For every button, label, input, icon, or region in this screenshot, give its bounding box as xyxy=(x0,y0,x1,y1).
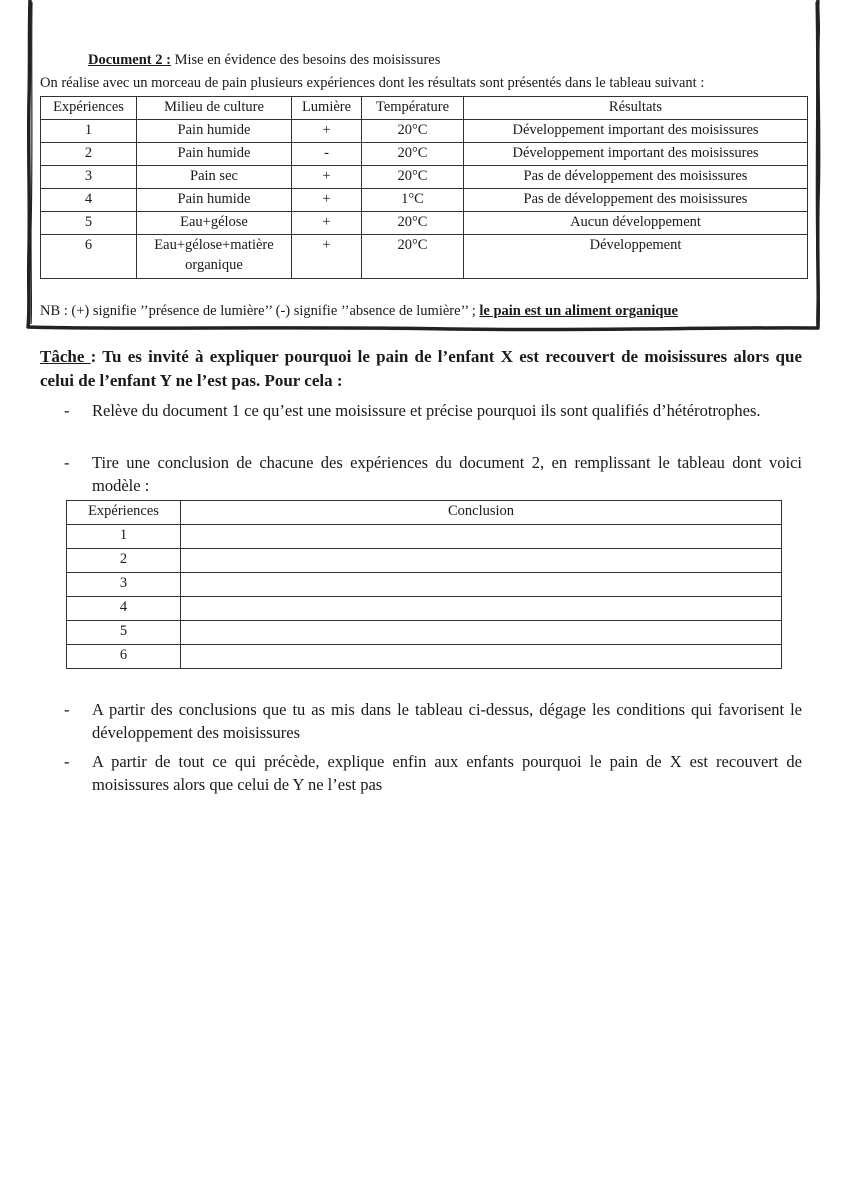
table-cell: 5 xyxy=(67,621,181,645)
table-header-row xyxy=(67,501,782,525)
conclusion-cell xyxy=(181,525,782,549)
conclusion-table xyxy=(66,500,782,669)
table-cell: 20°C xyxy=(362,166,464,189)
table-cell: 3 xyxy=(41,166,137,189)
table-cell: 1°C xyxy=(362,189,464,212)
table-row xyxy=(67,621,782,645)
table-row xyxy=(67,645,782,669)
table-cell: Pas de développement des moisissures xyxy=(464,189,808,212)
table-cell: + xyxy=(292,120,362,143)
table-cell: 3 xyxy=(67,573,181,597)
bullet-text: A partir des conclusions que tu as mis dans le tableau ci-dessus, dégage les conditions qui favorisent le développement des moisissures xyxy=(92,700,802,742)
conclusion-cell xyxy=(181,597,782,621)
table-cell: 1 xyxy=(41,120,137,143)
bullet-marker: - xyxy=(64,401,70,420)
column-header: Expériences xyxy=(41,97,137,120)
task-statement xyxy=(40,345,802,393)
experiments-table xyxy=(40,96,808,279)
table-cell: Pain humide xyxy=(137,143,292,166)
conclusion-cell xyxy=(181,645,782,669)
bullet-text: A partir de tout ce qui précède, explique enfin aux enfants pourquoi le pain de X est recouvert de moisissures alors que celui de Y ne l’est pas xyxy=(92,752,802,794)
table-cell: Pas de développement des moisissures xyxy=(464,166,808,189)
table-cell: Pain sec xyxy=(137,166,292,189)
table-cell: 20°C xyxy=(362,143,464,166)
table-cell: 2 xyxy=(67,549,181,573)
table-cell: Pain humide xyxy=(137,189,292,212)
nb-note xyxy=(40,303,678,320)
column-header: Milieu de culture xyxy=(137,97,292,120)
table-row xyxy=(41,189,808,212)
table-cell: + xyxy=(292,235,362,279)
bullet-item xyxy=(64,698,802,744)
table-row xyxy=(67,597,782,621)
table-row xyxy=(67,525,782,549)
conclusion-cell xyxy=(181,573,782,597)
table-cell: 4 xyxy=(67,597,181,621)
table-cell: Eau+gélose xyxy=(137,212,292,235)
table-header-row xyxy=(41,97,808,120)
table-cell: 5 xyxy=(41,212,137,235)
table-cell: 1 xyxy=(67,525,181,549)
table-row xyxy=(67,549,782,573)
nb-text: NB : (+) signifie ’’présence de lumière’’ (-) signifie ’’absence de lumière’’ ; xyxy=(40,303,480,319)
table-cell: Eau+gélose+matière organique xyxy=(137,235,292,279)
table-cell: 6 xyxy=(67,645,181,669)
column-header: Conclusion xyxy=(181,501,782,525)
bullet-item xyxy=(64,399,802,422)
table-row xyxy=(41,235,808,279)
table-cell: 20°C xyxy=(362,120,464,143)
bullet-item xyxy=(64,451,802,497)
table-cell: 20°C xyxy=(362,235,464,279)
table-cell: 6 xyxy=(41,235,137,279)
column-header: Lumière xyxy=(292,97,362,120)
task-text: : Tu es invité à expliquer pourquoi le pain de l’enfant X est recouvert de moisissures alors que celui de l’enfant Y ne l’est pas. Pour cela : xyxy=(40,347,802,390)
table-cell: 4 xyxy=(41,189,137,212)
table-row xyxy=(41,120,808,143)
table-cell: Développement xyxy=(464,235,808,279)
table-cell: Développement important des moisissures xyxy=(464,120,808,143)
document-2-intro: On réalise avec un morceau de pain plusieurs expériences dont les résultats sont présentés dans le tableau suivant : xyxy=(40,75,705,91)
table-row xyxy=(67,573,782,597)
table-cell: 20°C xyxy=(362,212,464,235)
table-row xyxy=(41,166,808,189)
table-cell: + xyxy=(292,212,362,235)
table-cell: 2 xyxy=(41,143,137,166)
table-cell: + xyxy=(292,189,362,212)
document-2-title xyxy=(88,52,440,69)
nb-emphasis: le pain est un aliment organique xyxy=(479,303,678,319)
column-header: Température xyxy=(362,97,464,120)
document-2-label: Document 2 : xyxy=(88,52,171,68)
column-header: Expériences xyxy=(67,501,181,525)
bullet-item xyxy=(64,750,802,796)
bullet-text: Tire une conclusion de chacune des expériences du document 2, en remplissant le tableau dont voici modèle : xyxy=(92,453,802,495)
table-row xyxy=(41,143,808,166)
bullet-text: Relève du document 1 ce qu’est une moisissure et précise pourquoi ils sont qualifiés d’hétérotrophes. xyxy=(92,401,761,420)
table-row xyxy=(41,212,808,235)
document-2-title-text: Mise en évidence des besoins des moisissures xyxy=(170,52,441,68)
table-cell: Développement important des moisissures xyxy=(464,143,808,166)
table-cell: - xyxy=(292,143,362,166)
column-header: Résultats xyxy=(464,97,808,120)
bullet-marker: - xyxy=(64,453,70,472)
task-label: Tâche xyxy=(40,347,91,366)
table-cell: + xyxy=(292,166,362,189)
conclusion-cell xyxy=(181,549,782,573)
bullet-marker: - xyxy=(64,752,70,771)
table-cell: Pain humide xyxy=(137,120,292,143)
table-cell: Aucun développement xyxy=(464,212,808,235)
conclusion-cell xyxy=(181,621,782,645)
bullet-marker: - xyxy=(64,700,70,719)
